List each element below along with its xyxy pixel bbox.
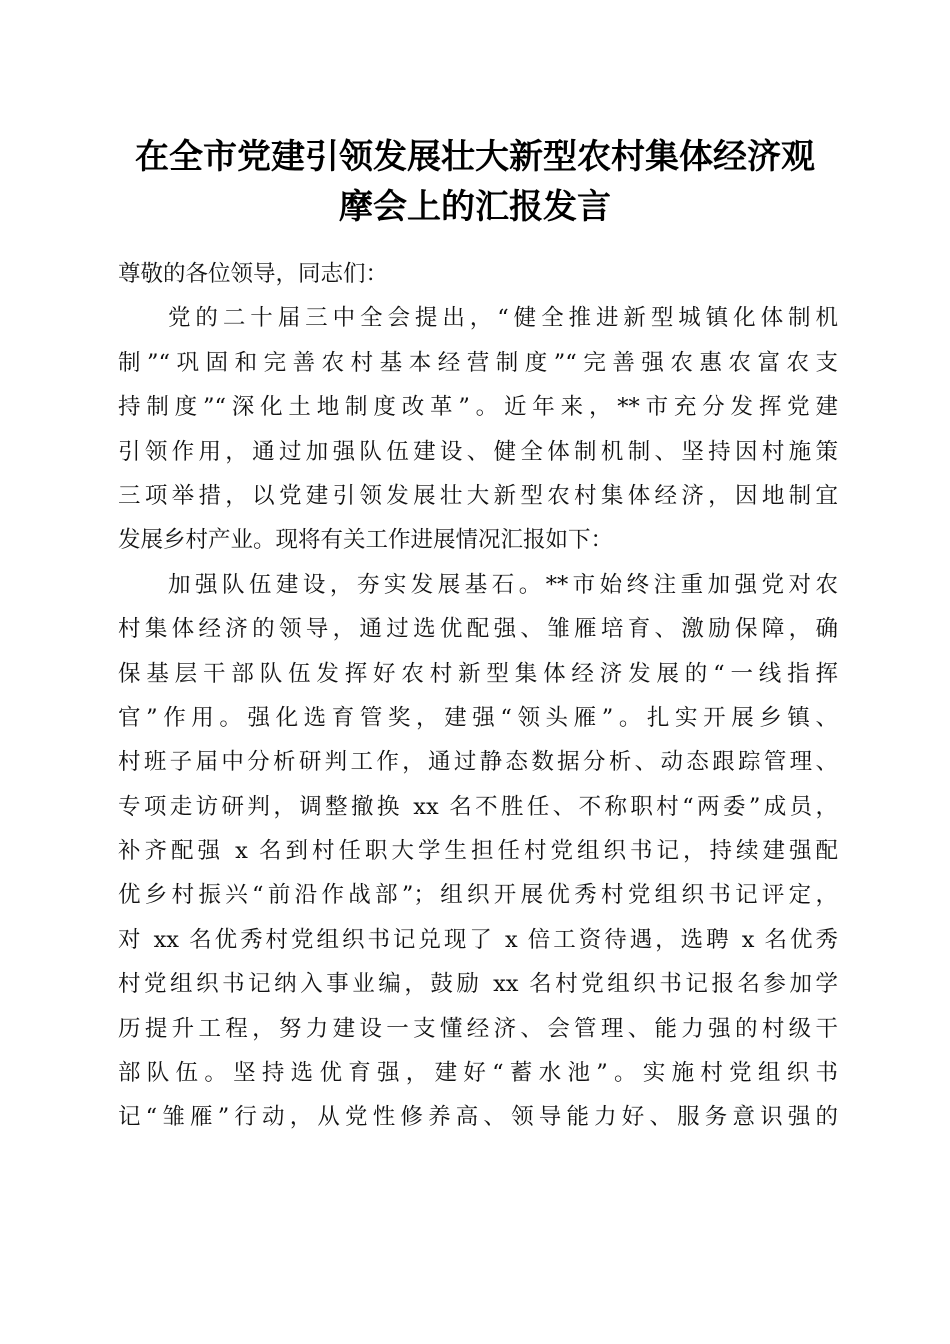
paragraph-2-line-13: 记“雏雁”行动，从党性修养高、领导能力好、服务意识强的: [118, 1104, 838, 1131]
paragraph-2-line-7: 补齐配强 x 名到村任职大学生担任村党组织书记，持续建强配: [118, 838, 838, 865]
paragraph-2-line-5: 村班子届中分析研判工作，通过静态数据分析、动态跟踪管理、: [118, 749, 838, 776]
paragraph-1-line-6: 发展乡村产业。现将有关工作进展情况汇报如下：: [118, 527, 614, 554]
paragraph-1-line-1: 党的二十届三中全会提出，“健全推进新型城镇化体制机: [168, 305, 838, 332]
paragraph-2-line-8: 优乡村振兴“前沿作战部”；组织开展优秀村党组织书记评定，: [118, 882, 838, 909]
paragraph-1-line-4: 引领作用，通过加强队伍建设、健全体制机制、坚持因村施策: [118, 438, 838, 465]
paragraph-1-line-3: 持制度”“深化土地制度改革”。近年来，**市充分发挥党建: [118, 394, 838, 421]
title-line-1: 在全市党建引领发展壮大新型农村集体经济观: [135, 137, 815, 177]
paragraph-2-line-1: 加强队伍建设，夯实发展基石。**市始终注重加强党对农: [168, 571, 838, 598]
paragraph-1-line-5: 三项举措，以党建引领发展壮大新型农村集体经济，因地制宜: [118, 482, 838, 509]
paragraph-2-line-6: 专项走访研判，调整撤换 xx 名不胜任、不称职村“两委”成员，: [118, 793, 838, 820]
paragraph-2-line-10: 村党组织书记纳入事业编，鼓励 xx 名村党组织书记报名参加学: [118, 971, 838, 998]
document-title: [110, 132, 840, 232]
paragraph-1-line-2: 制”“巩固和完善农村基本经营制度”“完善强农惠农富农支: [118, 349, 838, 376]
paragraph-2-line-11: 历提升工程，努力建设一支懂经济、会管理、能力强的村级干: [118, 1015, 838, 1042]
document-body: [118, 252, 838, 1140]
paragraph-2-line-2: 村集体经济的领导，通过选优配强、雏雁培育、激励保障，确: [118, 616, 838, 643]
title-line-2: 摩会上的汇报发言: [339, 187, 611, 227]
paragraph-2-line-3: 保基层干部队伍发挥好农村新型集体经济发展的“一线指挥: [118, 660, 838, 687]
paragraph-2-line-9: 对 xx 名优秀村党组织书记兑现了 x 倍工资待遇，选聘 x 名优秀: [118, 926, 838, 953]
paragraph-2-line-12: 部队伍。坚持选优育强，建好“蓄水池”。实施村党组织书: [118, 1060, 838, 1087]
paragraph-2-line-4: 官”作用。强化选育管奖，建强“领头雁”。扎实开展乡镇、: [118, 704, 838, 731]
salutation: 尊敬的各位领导，同志们：: [118, 261, 389, 287]
